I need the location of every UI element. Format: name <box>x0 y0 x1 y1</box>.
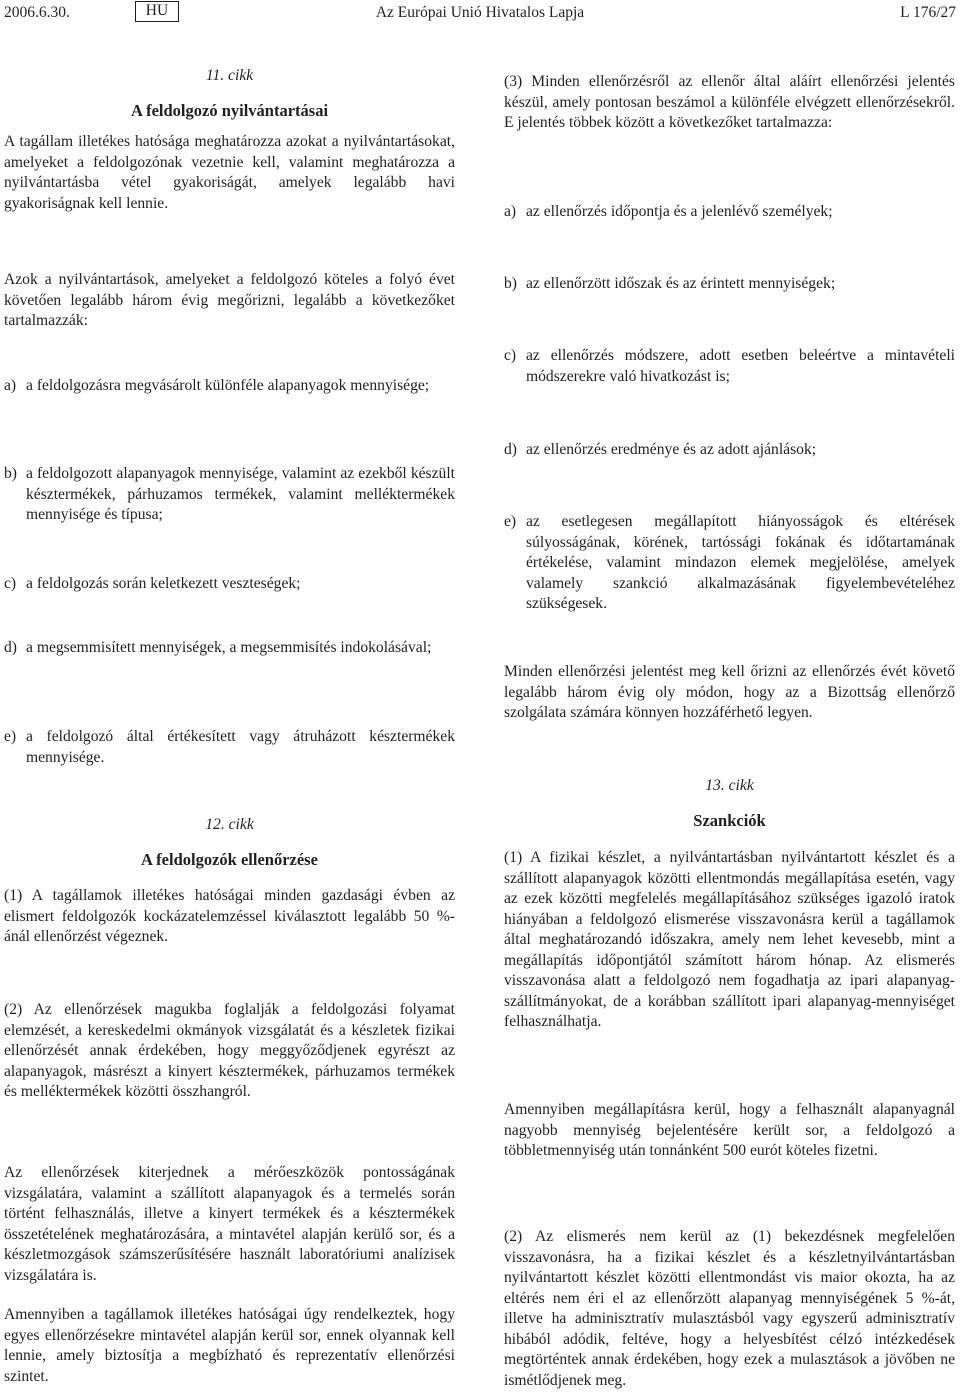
article-12-paragraph-4: Amennyiben a tagállamok illetékes hatóságai úgy rendelkeztek, hogy egyes ellenőrzésekre mintavétel alapján kerül sor, ennek olyannak kell lennie, amely biztosítja a megbízható és reprezentatív ellenőrzési szintet. <box>4 1306 455 1385</box>
article-12-paragraph-6: Minden ellenőrzési jelentést meg kell őrizni az ellenőrzés évét követő legalább három évig oly módon, hogy az a Bizottság ellenőrző szolgálata számára könnyen hozzáférhető legyen. <box>504 663 955 721</box>
article-11-paragraph-2: Azok a nyilvántartások, amelyeket a feldolgozó köteles a folyó évet követően legalább három évig megőrizni, legalább a következőket tartalmazzák: <box>4 271 455 329</box>
list-item: e) a feldolgozó által értékesített vagy átruházott késztermékek mennyisége. <box>4 728 455 766</box>
list-item: b) az ellenőrzött időszak és az érintett mennyiségek; <box>504 275 836 292</box>
article-13-title: Szankciók <box>693 811 766 830</box>
article-13-paragraph-3: (2) Az elismerés nem kerül az (1) bekezdésnek megfelelően visszavonásra, ha a fizikai készlet és a készletnyilvántartásban nyilvántartott készlet közötti ellentmondást vis maior okozta, ha az eltérés nem éri el az ellenőrzött alapanyag mennyiségének 5 %-át, illetve ha adminisztratív mulasztásból vagy egyszerű adminisztratív hibából adódik, feltéve, hogy a helyesbítést célzó intézkedések megtörténtek annak érdekében, hogy ezek a mulasztások a jövőben ne ismétlődjenek meg. <box>504 1228 955 1389</box>
article-12-title: A feldolgozók ellenőrzése <box>141 850 318 869</box>
article-13-paragraph-2: Amennyiben megállapításra kerül, hogy a felhasznált alapanyagnál nagyobb mennyiség bejelentésére került sor, a feldolgozó a többletmennyiség után tonnánként 500 eurót köteles fizetni. <box>504 1101 955 1159</box>
article-13-number: 13. cikk <box>705 777 754 794</box>
publication-date: 2006.6.30. <box>4 4 70 21</box>
page-reference: L 176/27 <box>900 4 956 21</box>
article-12-paragraph-5: (3) Minden ellenőrzésről az ellenőr által aláírt ellenőrzési jelentés készül, amely pontosan beszámol a különféle elvégzett ellenőrzésekről. E jelentés többek között a következőket tartalmazza: <box>504 73 955 131</box>
article-12-number: 12. cikk <box>205 816 254 833</box>
list-item: c) az ellenőrzés módszere, adott esetben beleértve a mintavételi módszerekre való hivatkozást is; <box>504 347 955 385</box>
article-11-number: 11. cikk <box>205 67 254 84</box>
article-12-paragraph-1: (1) A tagállamok illetékes hatóságai minden gazdasági évben az elismert feldolgozók kockázatelemzéssel kiválasztott legalább 50 %-ánál ellenőrzést végeznek. <box>4 887 455 945</box>
page-header <box>0 0 960 26</box>
list-item: d) az ellenőrzés eredménye és az adott ajánlások; <box>504 441 817 458</box>
article-13-paragraph-1: (1) A fizikai készlet, a nyilvántartásban nyilvántartott készlet és a szállított alapanyagok közötti ellentmondás megállapítása esetén, vagy az ezek közötti megfelelés megállapításához szükséges igazoló iratok hiányában a feldolgozó elismerése visszavonásra kerül a tagállamok által meghatározandó időszakra, amely nem lehet kevesebb, mint a megállapítás időpontjától számított három hónap. Az elismerés visszavonása alatt a feldolgozó nem fogadhatja az ipari alapanyag-szállítmányokat, de a korábban szállított ipari alapanyag-mennyiséget felhasználhatja. <box>504 849 955 1030</box>
list-item: a) a feldolgozásra megvásárolt különféle alapanyagok mennyisége; <box>4 377 430 394</box>
article-12-paragraph-3: Az ellenőrzések kiterjednek a mérőeszközök pontosságának vizsgálatára, valamint a szállított alapanyagok és a termelés során történt felhasználás, illetve a kinyert termékek és a késztermékek összetételének meghatározására, a mintavétel alapján kerülő sor, és a készletmozgások számszerűsítésére használt laboratóriumi analízisek vizsgálatára is. <box>4 1164 455 1284</box>
list-item: c) a feldolgozás során keletkezett veszteségek; <box>4 575 301 592</box>
journal-title: Az Európai Unió Hivatalos Lapja <box>375 4 585 21</box>
list-item: b) a feldolgozott alapanyagok mennyisége, valamint az ezekből készült késztermékek, párhuzamos termékek, valamint melléktermékek mennyisége és típusa; <box>4 465 455 523</box>
list-item: d) a megsemmisített mennyiségek, a megsemmisítés indokolásával; <box>4 639 432 656</box>
article-11-title: A feldolgozó nyilvántartásai <box>130 101 329 120</box>
list-item: e) az esetlegesen megállapított hiányosságok és eltérések súlyosságának, körének, tartóssági fokának és időtartamának értékelése, valamint mindazon elemek megjelölése, amelyek valamely szankció alkalmazásának figyelembevételéhez szükségesek. <box>504 513 955 612</box>
article-12-paragraph-2: (2) Az ellenőrzések magukba foglalják a feldolgozási folyamat elemzését, a kereskedelmi okmányok vizsgálatát és a készletek fizikai ellenőrzését annak érdekében, hogy meggyőződjenek egyrészt az alapanyagok, másrészt a kinyert késztermékek, párhuzamos termékek és melléktermékek közötti összhangról. <box>4 1001 455 1100</box>
article-11-paragraph-1: A tagállam illetékes hatósága meghatározza azokat a nyilvántartásokat, amelyeket a feldolgozónak vezetnie kell, valamint meghatározza a nyilvántartásba vétel gyakoriságát, amelyek legalább havi gyakoriságnak kell lennie. <box>4 133 455 212</box>
language-badge: HU <box>135 1 179 22</box>
list-item: a) az ellenőrzés időpontja és a jelenlévő személyek; <box>504 203 833 220</box>
